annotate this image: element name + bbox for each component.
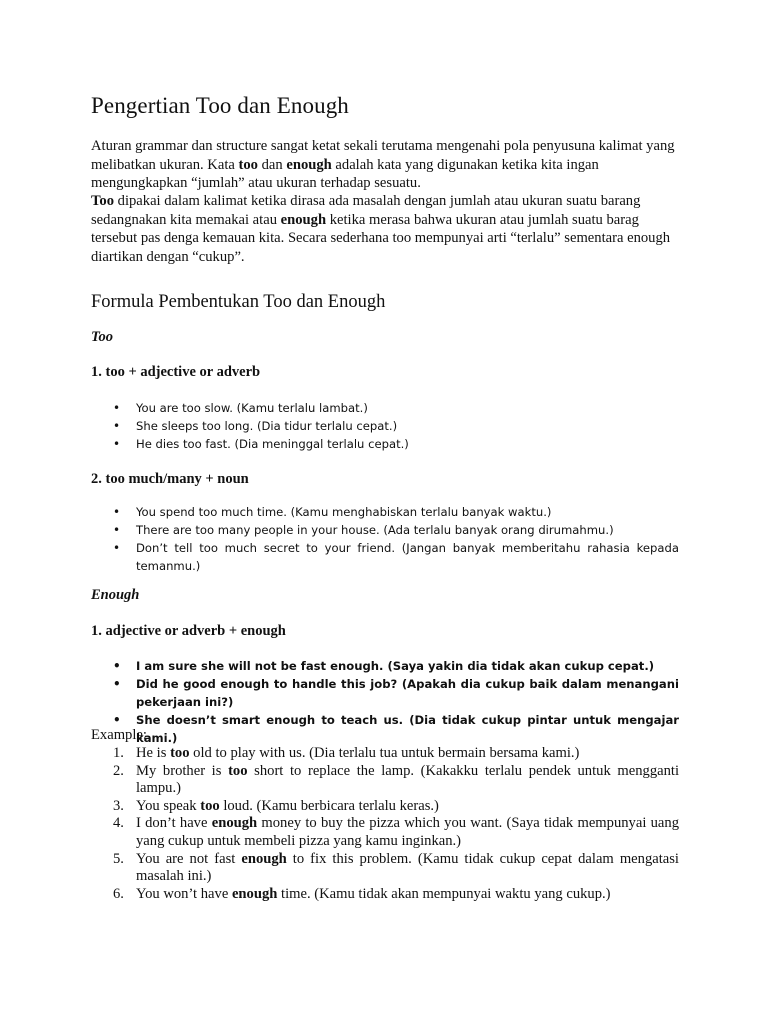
example-text: I don’t have bbox=[136, 815, 212, 832]
list-item-text: He dies too fast. (Dia meninggal terlalu cepat.) bbox=[136, 437, 409, 451]
keyword-enough: enough bbox=[286, 156, 332, 173]
example-text: loud. (Kamu berbicara terlalu keras.) bbox=[219, 797, 439, 814]
intro-text: ketika merasa bahwa ukuran atau jumlah suatu barag tersebut pas denga kemauan kita. Secara sederhana too mempunyai arti “terlalu” sementara enough diartikan dengan “cukup”. bbox=[91, 211, 671, 265]
intro-text: dan bbox=[257, 156, 287, 173]
example-item bbox=[113, 886, 679, 904]
bullet-icon: • bbox=[113, 713, 121, 727]
example-keyword: too bbox=[170, 745, 190, 761]
list-item bbox=[113, 675, 679, 711]
intro-paragraph-2 bbox=[91, 192, 681, 266]
list-item bbox=[113, 521, 679, 539]
too-list-2 bbox=[113, 503, 679, 575]
bullet-icon: • bbox=[113, 437, 121, 451]
list-item-text: She doesn’t smart enough to teach us. (Dia tidak cukup pintar untuk mengajar kami.) bbox=[136, 713, 679, 745]
list-item bbox=[113, 657, 679, 675]
example-keyword: enough bbox=[231, 885, 278, 902]
list-item bbox=[113, 435, 679, 453]
example-item bbox=[113, 745, 679, 763]
example-text: short to replace the lamp. (Kakakku terlalu pendek untuk mengganti lampu.) bbox=[136, 762, 679, 797]
bullet-icon: • bbox=[113, 541, 121, 555]
example-text: old to play with us. (Dia terlalu tua untuk bermain bersama kami.) bbox=[189, 745, 580, 761]
list-item-text: She sleeps too long. (Dia tidur terlalu cepat.) bbox=[136, 419, 398, 433]
list-item bbox=[113, 711, 679, 747]
bullet-icon: • bbox=[113, 401, 121, 415]
bullet-icon: • bbox=[113, 523, 121, 537]
list-item-text: I am sure she will not be fast enough. (Saya yakin dia tidak akan cukup cepat.) bbox=[136, 659, 655, 673]
example-label: Example: bbox=[91, 727, 147, 743]
example-text: money to buy the pizza which you want. (Saya tidak mempunyai uang yang cukup untuk membeli pizza yang kamu inginkan.) bbox=[136, 815, 679, 849]
example-text: You are not fast bbox=[136, 850, 242, 867]
example-number: 4. bbox=[113, 815, 124, 832]
list-item-text: You spend too much time. (Kamu menghabiskan terlalu banyak waktu.) bbox=[136, 505, 552, 519]
example-keyword: enough bbox=[241, 850, 287, 867]
formula-heading: Formula Pembentukan Too dan Enough bbox=[91, 292, 386, 312]
example-text: time. (Kamu tidak akan mempunyai waktu yang cukup.) bbox=[277, 885, 611, 902]
example-item bbox=[113, 763, 679, 798]
too-list-1 bbox=[113, 399, 679, 453]
bullet-icon: • bbox=[113, 419, 121, 433]
example-item bbox=[113, 798, 679, 816]
example-number: 2. bbox=[113, 762, 124, 779]
keyword-too: too bbox=[238, 156, 258, 173]
intro-text: Aturan grammar dan structure sangat ketat sekali terutama mengenahi pola penyusuna kalimat yang melibatkan ukuran. Kata bbox=[91, 138, 675, 173]
enough-subheading-1: 1. adjective or adverb + enough bbox=[91, 623, 286, 639]
example-text: to fix this problem. (Kamu tidak cukup cepat dalam mengatasi masalah ini.) bbox=[136, 850, 679, 885]
enough-label: Enough bbox=[91, 587, 140, 603]
too-subheading-2: 2. too much/many + noun bbox=[91, 471, 249, 487]
too-label: Too bbox=[91, 329, 114, 345]
list-item-text: Did he good enough to handle this job? (Apakah dia cukup baik dalam menangani pekerjaan ini?) bbox=[136, 677, 679, 709]
keyword-too: Too bbox=[91, 193, 114, 209]
example-list bbox=[113, 745, 679, 903]
list-item-text: You are too slow. (Kamu terlalu lambat.) bbox=[136, 401, 368, 415]
example-text: You won’t have bbox=[136, 885, 232, 902]
example-number: 1. bbox=[113, 745, 124, 761]
example-number: 5. bbox=[113, 850, 124, 867]
example-item bbox=[113, 851, 679, 886]
example-keyword: too bbox=[228, 762, 248, 779]
bullet-icon: • bbox=[113, 659, 121, 673]
too-subheading-1: 1. too + adjective or adverb bbox=[91, 364, 261, 380]
list-item bbox=[113, 399, 679, 417]
example-item bbox=[113, 815, 679, 850]
example-keyword: too bbox=[200, 797, 220, 814]
example-number: 3. bbox=[113, 797, 124, 814]
list-item bbox=[113, 417, 679, 435]
bullet-icon: • bbox=[113, 677, 121, 691]
intro-text: adalah kata yang digunakan ketika kita ingan mengungkapkan “jumlah” atau ukuran terhadap sesuatu. bbox=[91, 156, 599, 192]
example-text: You speak bbox=[136, 797, 201, 814]
list-item-text: Don’t tell too much secret to your friend. (Jangan banyak memberitahu rahasia kepada temanmu.) bbox=[136, 541, 679, 573]
enough-list-1 bbox=[113, 657, 679, 747]
list-item bbox=[113, 503, 679, 521]
page-title: Pengertian Too dan Enough bbox=[91, 93, 349, 118]
bullet-icon: • bbox=[113, 505, 121, 519]
intro-paragraph-1 bbox=[91, 137, 681, 193]
list-item bbox=[113, 539, 679, 575]
example-number: 6. bbox=[113, 885, 124, 902]
example-text: My brother is bbox=[136, 762, 229, 779]
list-item-text: There are too many people in your house. (Ada terlalu banyak orang dirumahmu.) bbox=[136, 523, 614, 537]
keyword-enough: enough bbox=[280, 211, 327, 228]
example-keyword: enough bbox=[211, 815, 258, 832]
intro-text: dipakai dalam kalimat ketika dirasa ada masalah dengan jumlah atau ukuran suatu barang sedangnakan kita memakai atau bbox=[91, 193, 641, 228]
example-text: He is bbox=[136, 745, 171, 761]
